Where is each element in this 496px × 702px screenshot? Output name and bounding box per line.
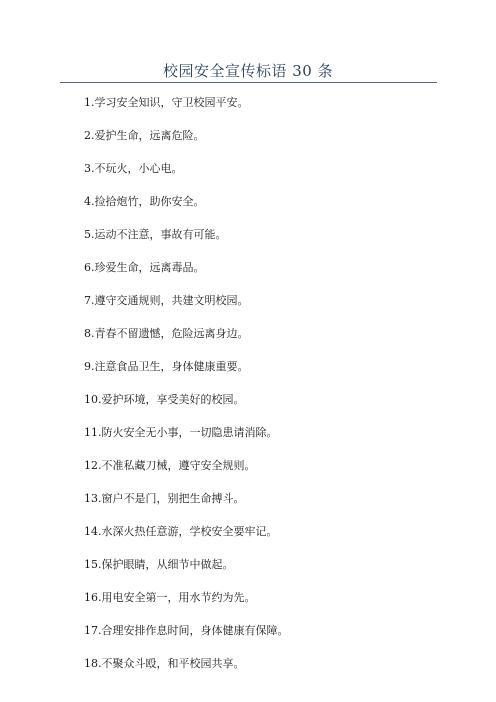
slogan-item-17: 17.合理安排作息时间，身体健康有保障。 [84, 624, 289, 637]
slogan-item-14: 14.水深火热任意游，学校安全要牢记。 [84, 525, 278, 538]
slogan-item-8: 8.青春不留遗憾，危险远离身边。 [84, 327, 249, 340]
document-title: 校园安全宣传标语 30 条 [162, 62, 334, 80]
slogan-item-10: 10.爱护环境，享受美好的校园。 [84, 393, 245, 406]
slogan-item-3: 3.不玩火，小心电。 [84, 162, 183, 175]
slogan-item-4: 4.捡拾炮竹，助你安全。 [84, 195, 205, 208]
slogan-item-18: 18.不聚众斗殴，和平校园共享。 [84, 657, 245, 670]
slogan-item-16: 16.用电安全第一，用水节约为先。 [84, 591, 256, 604]
slogan-item-7: 7.遵守交通规则，共建文明校园。 [84, 294, 249, 307]
slogan-item-11: 11.防火安全无小事，一切隐患请消除。 [84, 426, 278, 439]
slogan-item-1: 1.学习安全知识，守卫校园平安。 [84, 96, 249, 109]
slogan-item-6: 6.珍爱生命，远离毒品。 [84, 261, 205, 274]
slogan-item-12: 12.不准私藏刀械，遵守安全规则。 [84, 459, 256, 472]
slogan-item-15: 15.保护眼睛，从细节中做起。 [84, 558, 234, 571]
slogan-item-5: 5.运动不注意，事故有可能。 [84, 228, 227, 241]
title-underline [60, 82, 437, 83]
slogan-item-2: 2.爱护生命，远离危险。 [84, 129, 205, 142]
slogan-item-13: 13.窗户不是门，别把生命搏斗。 [84, 492, 245, 505]
slogan-item-9: 9.注意食品卫生，身体健康重要。 [84, 360, 249, 373]
slogan-list [84, 93, 289, 687]
